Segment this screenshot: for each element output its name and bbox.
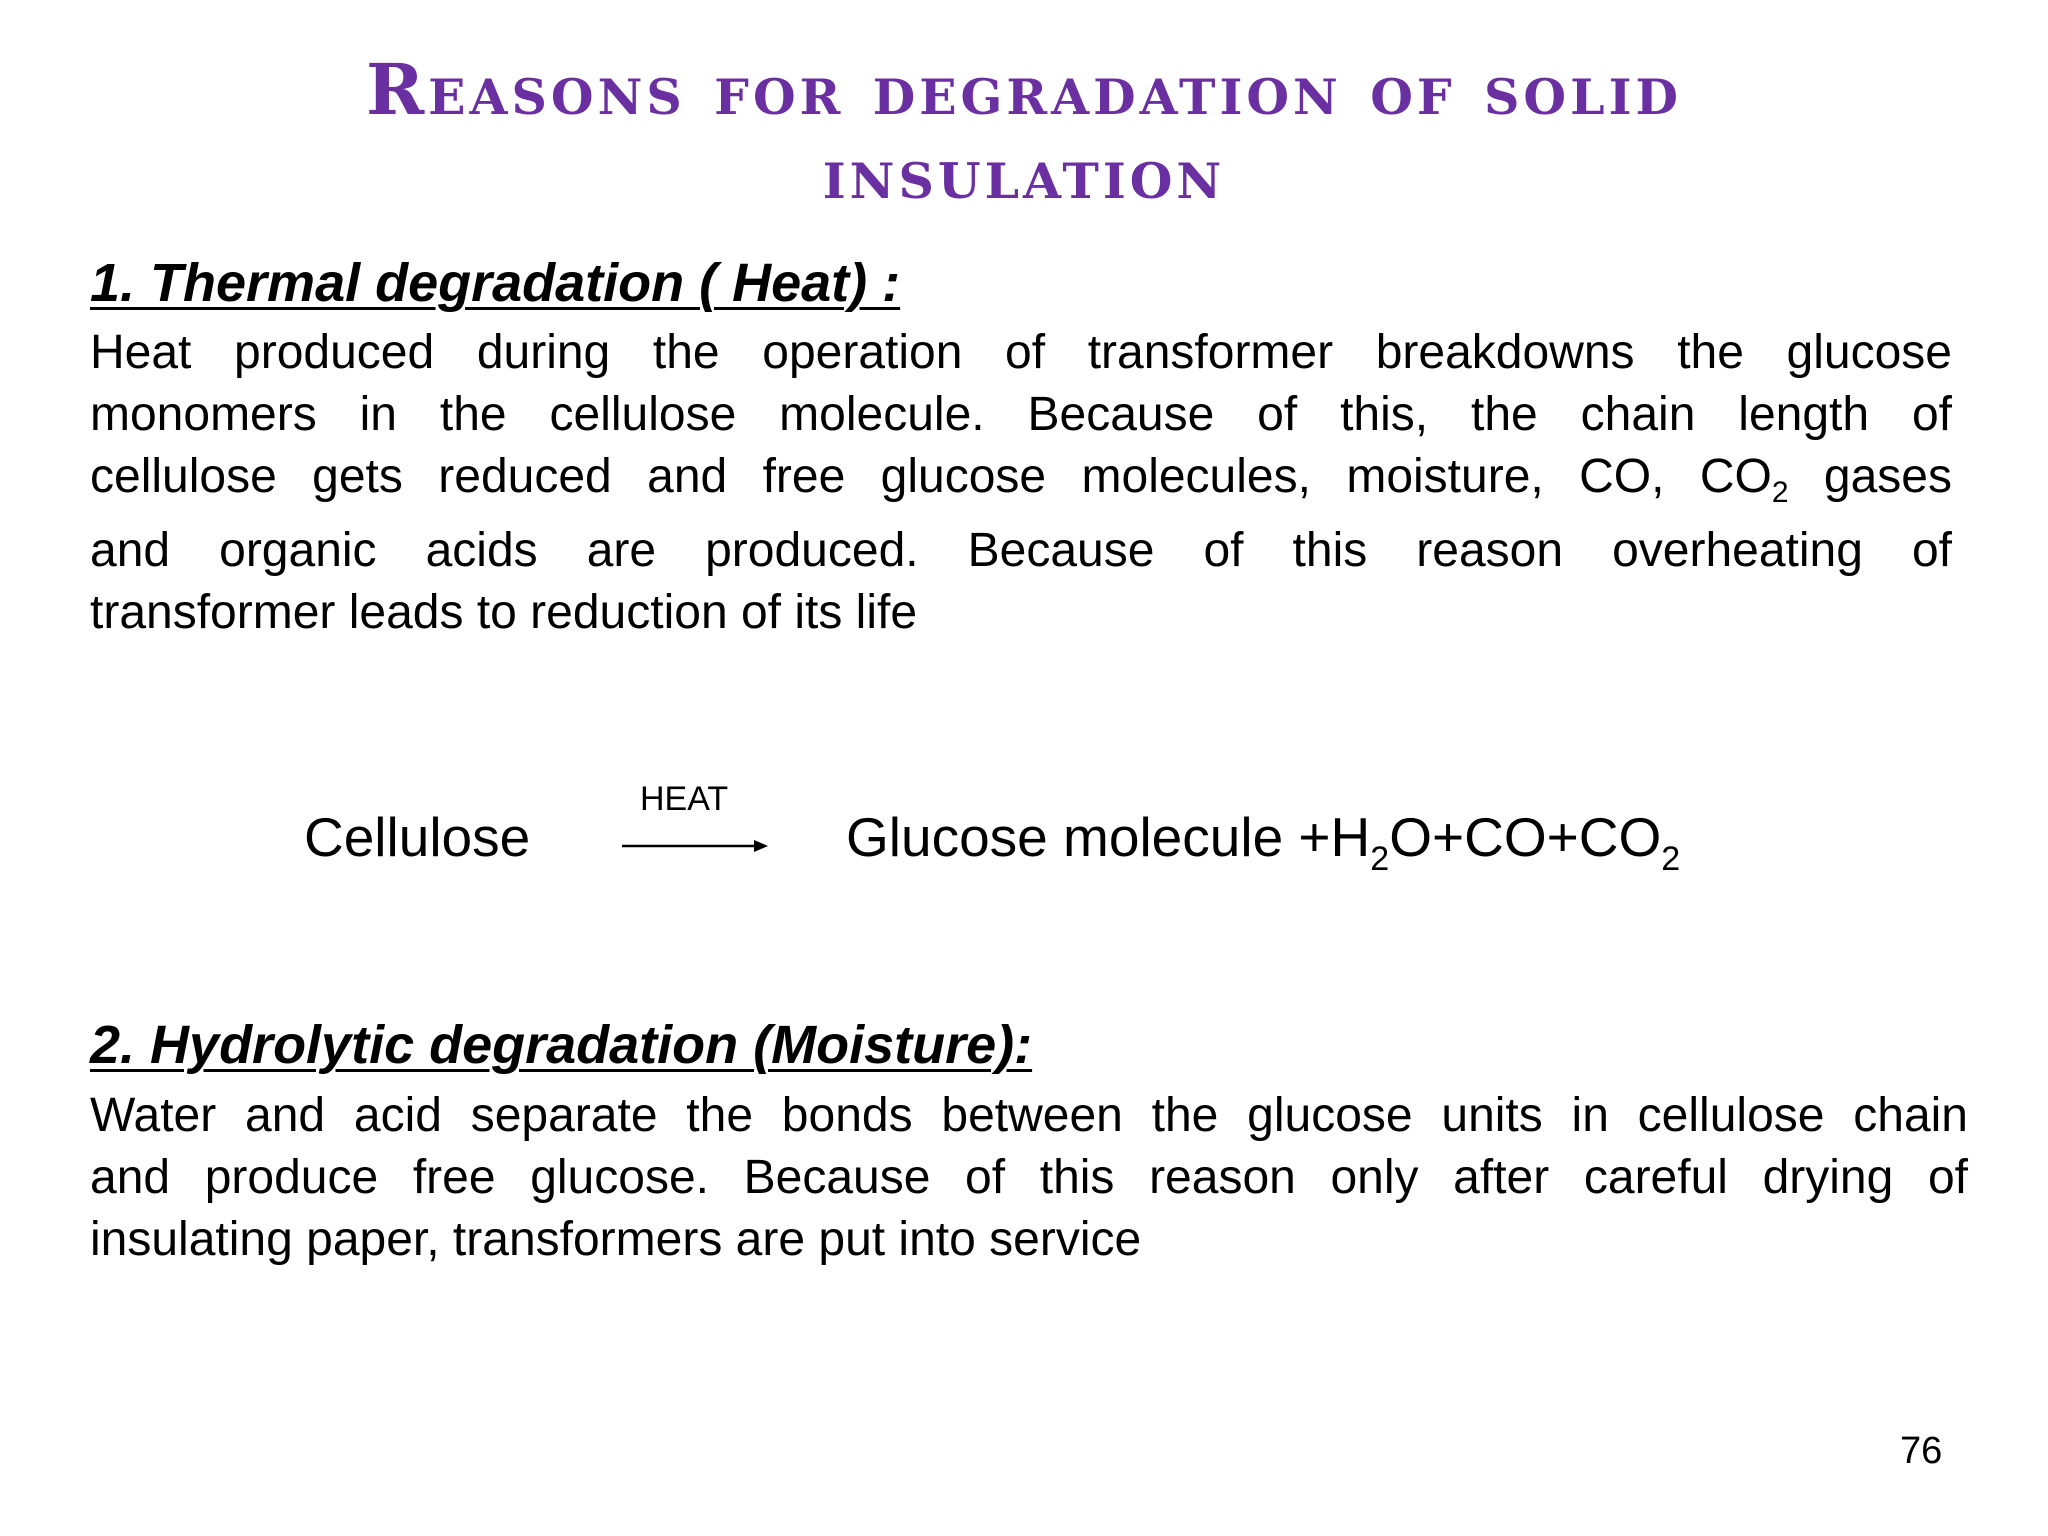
reaction-products: [846, 805, 1681, 878]
reaction-arrow-icon: [622, 836, 768, 856]
reaction-condition: HEAT: [640, 780, 729, 818]
paragraph-line: Heat produced during the operation of transformer breakdowns the glucose: [90, 326, 1952, 379]
line-text: gases: [1788, 450, 1953, 503]
paragraph-line: monomers in the cellulose molecule. Because of this, the chain length of: [90, 388, 1952, 441]
slide-title: [150, 48, 1898, 216]
reaction-reactant: Cellulose: [304, 806, 531, 868]
section-heading-thermal: 1. Thermal degradation ( Heat) :: [90, 253, 901, 313]
subscript: 2: [1370, 840, 1390, 878]
product-text: O+CO+CO: [1389, 806, 1662, 868]
product-text: Glucose molecule +H: [846, 806, 1371, 868]
subscript: 2: [1661, 840, 1681, 878]
section-heading-hydrolytic: 2. Hydrolytic degradation (Moisture):: [90, 1015, 1033, 1075]
slide-title-line2: insulation: [822, 132, 1226, 215]
paragraph-line: [90, 446, 1952, 508]
paragraph-line: and organic acids are produced. Because of this reason overheating of: [90, 524, 1952, 577]
paragraph-line: and produce free glucose. Because of this reason only after careful drying of: [90, 1151, 1968, 1204]
paragraph-line: Water and acid separate the bonds between the glucose units in cellulose chain: [90, 1089, 1968, 1142]
thermal-paragraph: [90, 322, 1952, 644]
hydrolytic-paragraph: [90, 1085, 1968, 1271]
paragraph-line: transformer leads to reduction of its life: [90, 586, 918, 639]
page-number: 76: [1900, 1430, 1943, 1472]
paragraph-line: insulating paper, transformers are put into service: [90, 1213, 1142, 1266]
subscript: 2: [1771, 476, 1789, 509]
slide-title-line1: Reasons for degradation of solid: [366, 48, 1682, 131]
line-text: cellulose gets reduced and free glucose molecules, moisture, CO, CO: [90, 450, 1772, 503]
